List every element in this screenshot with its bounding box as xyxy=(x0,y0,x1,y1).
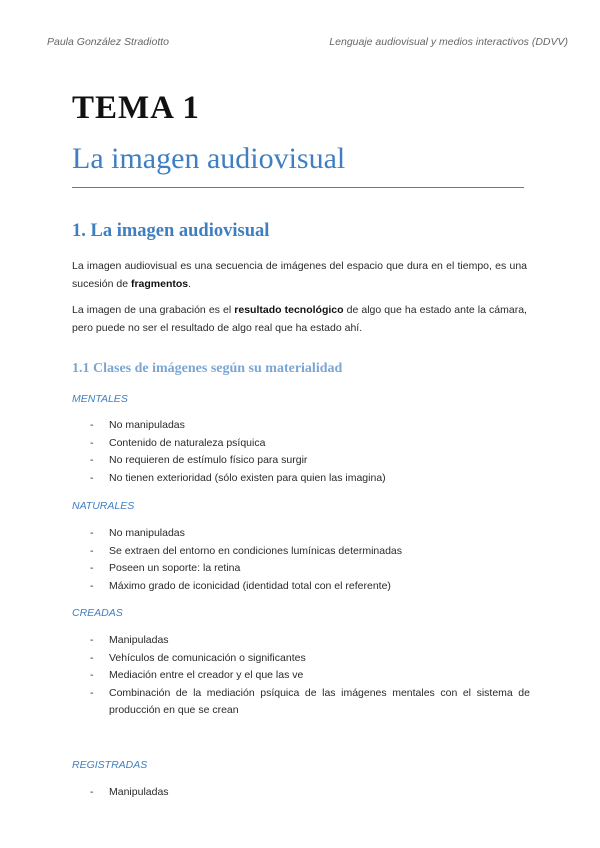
paragraph-bold: fragmentos xyxy=(130,277,189,290)
category-label-registradas: REGISTRADAS xyxy=(72,759,148,771)
paragraph-definition xyxy=(72,258,527,293)
list-item-text: Manipuladas xyxy=(109,634,169,646)
paragraph-text: La imagen de una grabación es el xyxy=(72,304,235,316)
category-list-creadas xyxy=(90,632,530,720)
bullet-dash: - xyxy=(90,471,94,484)
bullet-dash: - xyxy=(90,669,94,681)
list-item xyxy=(90,560,530,578)
list-item-text: No manipuladas xyxy=(109,419,185,431)
category-list-registradas xyxy=(90,784,530,802)
bullet-dash: - xyxy=(90,786,94,798)
bullet-dash: - xyxy=(90,562,94,574)
list-item xyxy=(90,632,530,650)
list-item xyxy=(90,452,530,470)
document-title: La imagen audiovisual xyxy=(72,142,346,175)
list-item-text: Combinación de la mediación psíquica de las imágenes mentales con el sistema de producción en que se crean xyxy=(109,686,530,716)
bullet-dash: - xyxy=(90,634,94,646)
list-item-text: No tienen exterioridad (sólo existen para quien las imagina) xyxy=(109,471,386,484)
list-item xyxy=(90,525,530,543)
bullet-dash: - xyxy=(90,527,94,539)
list-item-text: Contenido de naturaleza psíquica xyxy=(109,436,266,449)
list-item xyxy=(90,435,530,453)
paragraph-text: . xyxy=(188,277,192,290)
bullet-dash: - xyxy=(90,651,94,664)
list-item-text: No requieren de estímulo físico para surgir xyxy=(109,454,308,466)
list-item xyxy=(90,578,530,596)
section-heading: 1. La imagen audiovisual xyxy=(72,221,270,241)
category-label-naturales: NATURALES xyxy=(72,500,135,512)
bullet-dash: - xyxy=(90,686,94,699)
list-item-text: Se extraen del entorno en condiciones lumínicas determinadas xyxy=(109,544,403,557)
list-item-text: Máximo grado de iconicidad (identidad total con el referente) xyxy=(109,579,391,592)
page-header xyxy=(47,36,568,48)
category-label-creadas: CREADAS xyxy=(72,607,123,619)
list-item xyxy=(90,543,530,561)
bullet-dash: - xyxy=(90,544,94,557)
category-list-mentales xyxy=(90,417,530,487)
list-item xyxy=(90,417,530,435)
list-item-text: Poseen un soporte: la retina xyxy=(109,562,241,574)
subsection-heading: 1.1 Clases de imágenes según su materialidad xyxy=(72,361,343,376)
list-item xyxy=(90,470,530,488)
bullet-dash: - xyxy=(90,454,94,466)
header-course: Lenguaje audiovisual y medios interactivos (DDVV) xyxy=(329,36,568,48)
paragraph-text: La imagen audiovisual es una secuencia de imágenes del espacio que dura en el tiempo, es una sucesión de xyxy=(72,260,527,290)
paragraph-text: de algo que ha estado ante la cámara, pero puede no ser el resultado de algo real que ha estado ahí. xyxy=(72,304,527,334)
category-list-naturales xyxy=(90,525,530,595)
list-item xyxy=(90,685,530,720)
bullet-dash: - xyxy=(90,579,94,592)
list-item-text: Manipuladas xyxy=(109,786,169,798)
bullet-dash: - xyxy=(90,436,94,449)
list-item xyxy=(90,650,530,668)
bullet-dash: - xyxy=(90,419,94,431)
paragraph-bold: resultado tecnológico xyxy=(234,304,344,316)
list-item xyxy=(90,784,530,802)
header-author: Paula González Stradiotto xyxy=(47,36,169,48)
list-item xyxy=(90,667,530,685)
list-item-text: Vehículos de comunicación o significantes xyxy=(109,651,306,664)
tema-label: TEMA 1 xyxy=(72,90,200,126)
list-item-text: Mediación entre el creador y el que las ve xyxy=(109,669,304,681)
title-divider xyxy=(72,187,524,188)
paragraph-recording xyxy=(72,302,527,337)
list-item-text: No manipuladas xyxy=(109,527,185,539)
category-label-mentales: MENTALES xyxy=(72,393,128,405)
